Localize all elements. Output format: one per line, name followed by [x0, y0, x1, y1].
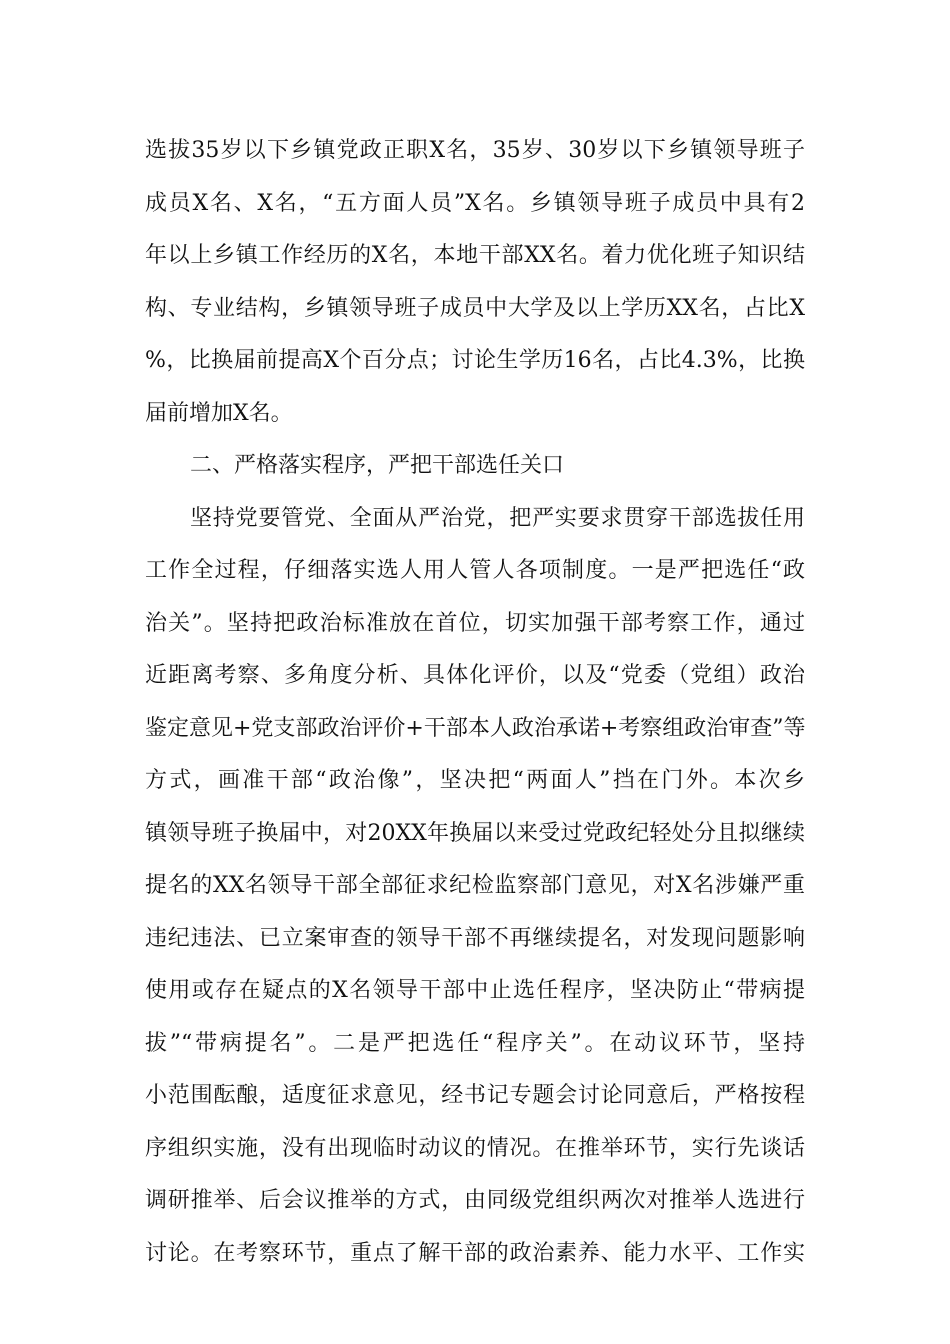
text-line: 治关”。坚持把政治标准放在首位，切实加强干部考察工作，通过	[145, 611, 805, 636]
text-line: 届前增加X名。	[145, 401, 293, 426]
text-line: 镇领导班子换届中，对20XX年换届以来受过党政纪轻处分且拟继续	[145, 821, 805, 846]
text-line: 序组织实施，没有出现临时动议的情况。在推举环节，实行先谈话	[145, 1136, 805, 1161]
text-line: %，比换届前提高X个百分点；讨论生学历16名，占比4.3%，比换	[145, 348, 805, 373]
text-line: 讨论。在考察环节，重点了解干部的政治素养、能力水平、工作实	[145, 1241, 805, 1266]
text-line: 选拔35岁以下乡镇党政正职X名，35岁、30岁以下乡镇领导班子	[145, 138, 805, 163]
text-line: 构、专业结构，乡镇领导班子成员中大学及以上学历XX名，占比X	[145, 296, 805, 321]
text-line: 近距离考察、多角度分析、具体化评价，以及“党委（党组）政治	[145, 663, 805, 688]
text-line: 调研推举、后会议推举的方式，由同级党组织两次对推举人选进行	[145, 1188, 805, 1213]
text-line: 提名的XX名领导干部全部征求纪检监察部门意见，对X名涉嫌严重	[145, 873, 805, 898]
text-line: 年以上乡镇工作经历的X名，本地干部XX名。着力优化班子知识结	[145, 243, 805, 268]
text-line: 工作全过程，仔细落实选人用人管人各项制度。一是严把选任“政	[145, 558, 805, 583]
section-heading: 二、严格落实程序，严把干部选任关口	[190, 453, 565, 478]
text-line: 小范围酝酿，适度征求意见，经书记专题会讨论同意后，严格按程	[145, 1083, 805, 1108]
text-line: 鉴定意见+党支部政治评价+干部本人政治承诺+考察组政治审查”等	[145, 716, 806, 741]
text-line: 方式，画准干部“政治像”，坚决把“两面人”挡在门外。本次乡	[145, 768, 805, 793]
text-line: 坚持党要管党、全面从严治党，把严实要求贯穿干部选拔任用	[190, 506, 805, 531]
text-line: 成员X名、X名，“五方面人员”X名。乡镇领导班子成员中具有2	[145, 191, 805, 216]
text-line: 拔”“带病提名”。二是严把选任“程序关”。在动议环节，坚持	[145, 1031, 805, 1056]
text-line: 使用或存在疑点的X名领导干部中止选任程序，坚决防止“带病提	[145, 978, 805, 1003]
text-line: 违纪违法、已立案审查的领导干部不再继续提名，对发现问题影响	[145, 926, 805, 951]
